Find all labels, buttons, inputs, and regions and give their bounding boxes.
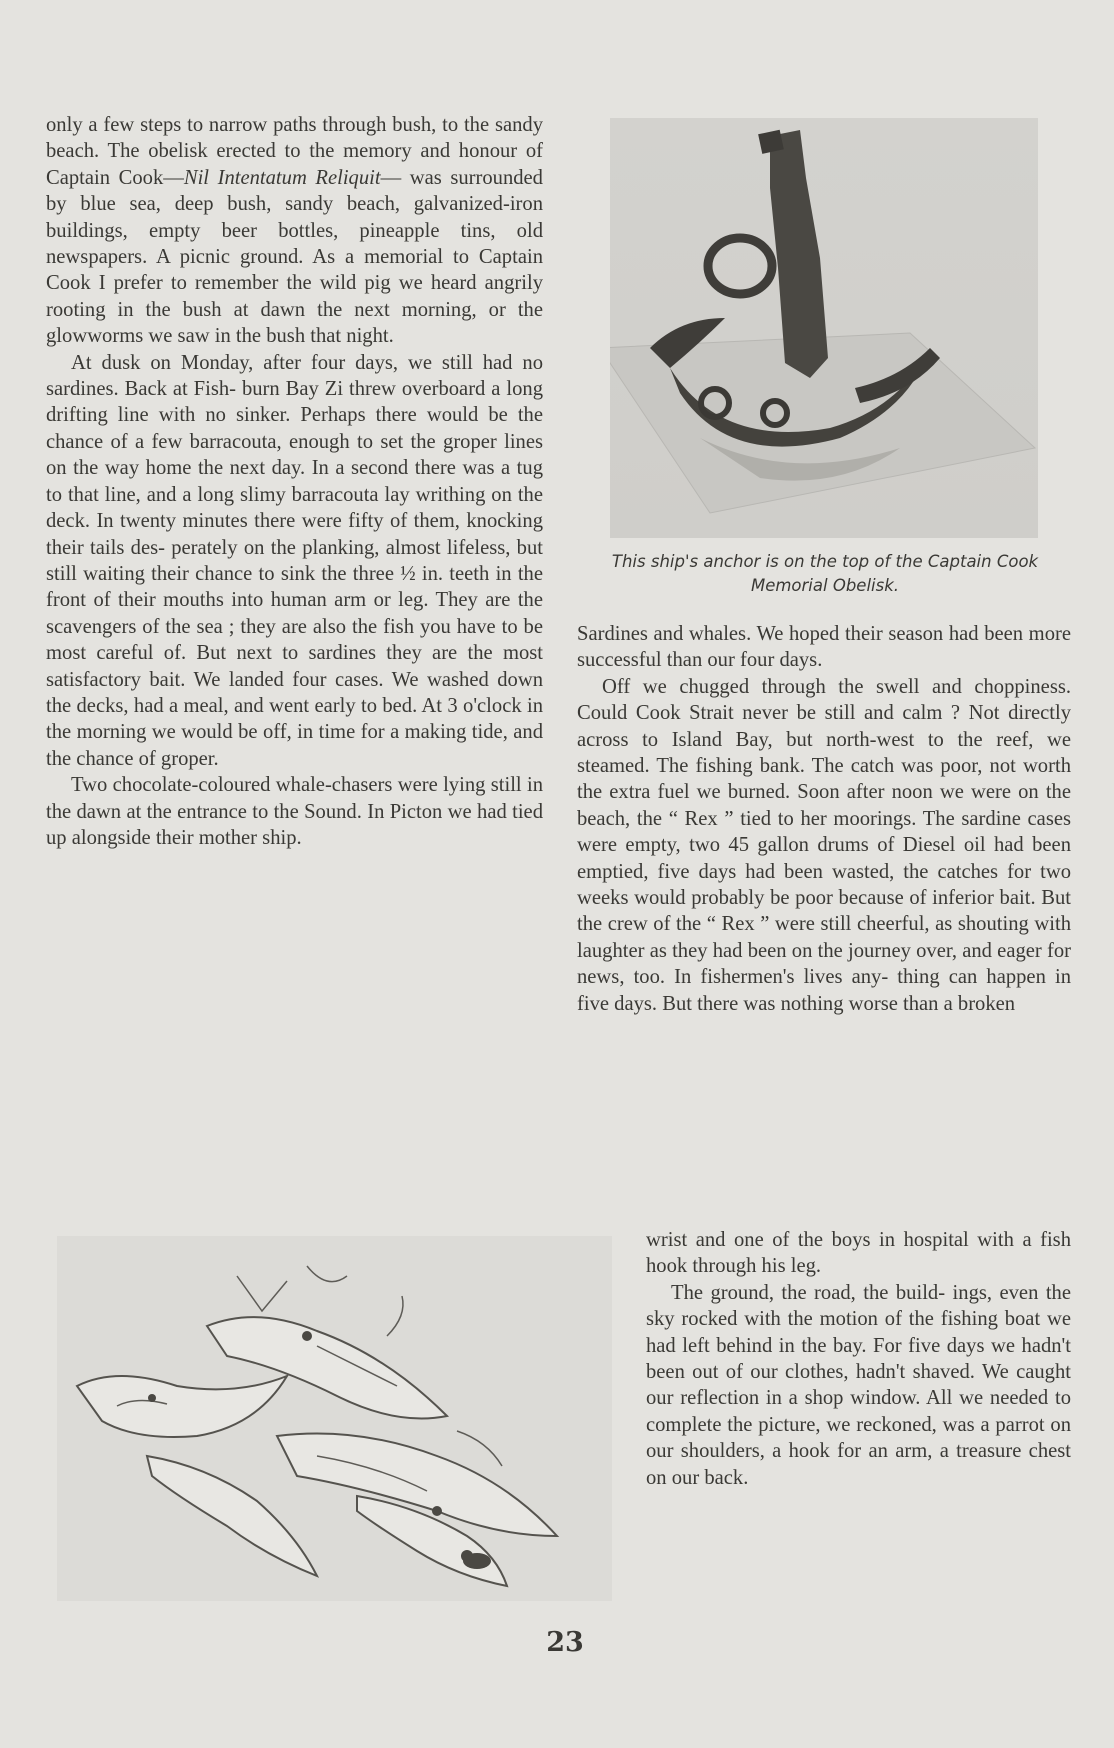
anchor-caption: This ship's anchor is on the top of the Captain Cook Memorial Obelisk. bbox=[611, 552, 1039, 595]
left-column bbox=[46, 112, 543, 851]
paragraph-continuation: wrist and one of the boys in hospital with a fish hook through his leg. bbox=[646, 1229, 1071, 1278]
right-column-lower bbox=[646, 1227, 1071, 1491]
page-number: 23 bbox=[546, 1627, 584, 1658]
paragraph: Two chocolate-coloured whale-chasers were lying still in the dawn at the entrance to the Sound. In Picton we had tied up alongside their mother ship. bbox=[46, 774, 543, 849]
paragraph: Off we chugged through the swell and choppiness. Could Cook Strait never be still and calm ? Not directly across to Island Bay, but north-west to the reef, we steamed. The fishing bank. The catch was poor, not worth the extra fuel we burned. Soon after noon we were on the beach, the “ Rex ” tied to her moorings. The sardine cases were empty, two 45 gallon drums of Diesel oil had been emptied, five days had been wasted, the catches for two weeks would probably be poor because of inferior bait. But the crew of the “ Rex ” were still cheerful, as shouting with laughter as they had been on the journey over, and eager for news, too. In fishermen's lives any- thing can happen in five days. But there was nothing worse than a broken bbox=[577, 675, 1071, 1015]
paragraph: The ground, the road, the build- ings, even the sky rocked with the motion of the fishing boat we had left behind in the bay. For five days we hadn't been out of our clothes, hadn't shaved. We caught our reflection in a shop window. All we needed to complete the picture, we reckoned, was a parrot on our shoulders, a hook for an arm, a treasure chest on our back. bbox=[646, 1281, 1071, 1489]
paragraph: At dusk on Monday, after four days, we still had no sardines. Back at Fish- burn Bay Zi threw overboard a long drifting line with no sinker. Perhaps there would be the chance of a few barracouta, enough to set the groper lines on the way home the next day. In a second there was a tug to that line, and a long slimy barracouta lay writhing on the deck. In twenty minutes there were fifty of them, knocking their tails des- perately on the planking, almost lifeless, but still waiting their chance to sink the three ½ in. teeth in the front of their mouths into human arm or leg. They are the scavengers of the sea ; they are also the fish you have to be most careful of. But next to sardines they are the most satisfactory bait. We landed four cases. We washed down the decks, had a meal, and went early to bed. At 3 o'clock in the morning we would be off, in time for a making tide, and the chance of groper. bbox=[46, 351, 543, 770]
anchor-photo bbox=[610, 118, 1038, 538]
latin-motto: Nil Intentatum Reliquit bbox=[183, 166, 381, 189]
right-column bbox=[577, 621, 1071, 1017]
fish-illustration bbox=[57, 1236, 612, 1601]
paragraph-text: — was surrounded by blue sea, deep bush, sandy beach, galvanized-iron buildings, empty beer bottles, pineapple tins, old newspapers. A picnic ground. As a memorial to Captain Cook I prefer to remember the wild pig we heard angrily rooting in the bush at dawn the next morning, or the glowworms we saw in the bush that night. bbox=[46, 166, 543, 348]
paragraph-text: only a few steps to narrow paths through bush, to the sandy beach. The obelisk erected to the memory and honour of Captain Cook— bbox=[46, 114, 543, 189]
paragraph: Sardines and whales. We hoped their season had been more successful than our four days. bbox=[577, 623, 1071, 672]
paragraph bbox=[46, 112, 543, 350]
